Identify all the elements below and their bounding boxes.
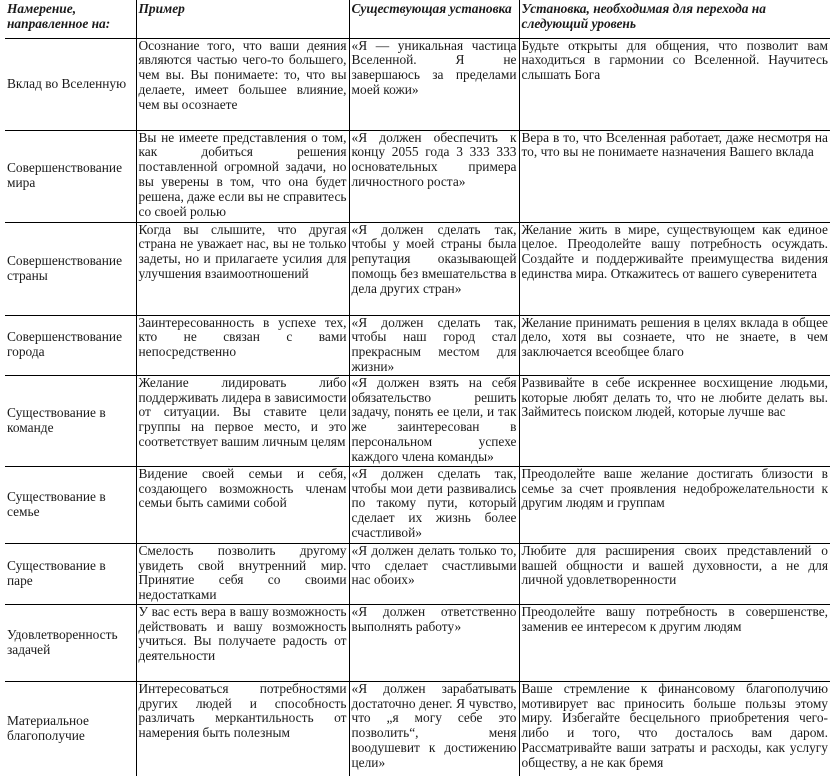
row-example: У вас есть вера в вашу возможность действовать и вашу возможность учиться. Вы получаете радость от деятельности <box>136 604 349 681</box>
row-needed: Будьте открыты для общения, что позволит вам находиться в гармонии со Вселенной. Научитесь слышать Бога <box>519 38 830 130</box>
row-needed: Желание принимать решения в целях вклада в общее дело, хотя вы сознаете, что не знаете, в чем заключается всеобщее благо <box>519 315 830 375</box>
table-row <box>5 222 830 315</box>
table-row <box>5 604 830 681</box>
intentions-table <box>5 0 830 776</box>
row-needed: Преодолейте ваше желание достигать близости в семье за счет проявления недоброжелательности к другим людям и группам <box>519 466 830 543</box>
row-needed: Ваше стремление к финансовому благополучию мотивирует вас приносить больше пользы этому миру. Избегайте бесцельного приобретения чего-либо и того, что досталось вам даром. Рассматривайте ваши затраты и расходы, как услугу обществу, а не как бремя <box>519 681 830 776</box>
row-intention: Удовлетворенность задачей <box>5 604 136 681</box>
table-row <box>5 543 830 604</box>
row-needed: Вера в то, что Вселенная работает, даже несмотря на то, что вы не понимаете назначения Вашего вклада <box>519 130 830 222</box>
row-intention: Материальное благополучие <box>5 681 136 776</box>
row-intention: Вклад во Вселенную <box>5 38 136 130</box>
row-existing: «Я должен сделать так, чтобы наш город стал прекрасным местом для жизни» <box>349 315 519 375</box>
row-needed: Любите для расширения своих представлений о вашей общности и вашей духовности, а не для личной удовлетворенности <box>519 543 830 604</box>
header-row <box>5 0 830 38</box>
row-existing: «Я должен взять на себя обязательство решить задачу, понять ее цели, и так же заинтересован в персональном успехе каждого члена команды» <box>349 375 519 466</box>
row-intention: Совершенствование страны <box>5 222 136 315</box>
table-row <box>5 681 830 776</box>
row-example: Заинтересованность в успехе тех, кто не связан с вами непосредственно <box>136 315 349 375</box>
row-existing: «Я должен сделать так, чтобы мои дети развивались по такому пути, который сделает их жизнь более счастливой» <box>349 466 519 543</box>
row-example: Когда вы слышите, что другая страна не уважает нас, вы не только задеты, но и прилагаете усилия для улучшения взаимоотношений <box>136 222 349 315</box>
row-intention: Совершенствование мира <box>5 130 136 222</box>
row-existing: «Я — уникальная частица Вселенной. Я не завершаюсь за пределами моей кожи» <box>349 38 519 130</box>
row-example: Видение своей семьи и себя, создающего возможность членам семьи быть самими собой <box>136 466 349 543</box>
table-row <box>5 315 830 375</box>
row-example: Вы не имеете представления о том, как добиться решения поставленной огромной задачи, но вы уверены в том, что она будет решена, даже если вы не справитесь со своей ролью <box>136 130 349 222</box>
row-example: Желание лидировать либо поддерживать лидера в зависимости от ситуации. Вы ставите цели группы на первое место, и это соответствует вашим личным целям <box>136 375 349 466</box>
row-needed: Развивайте в себе искреннее восхищение людьми, которые любят делать то, что не любите делать вы. Займитесь поиском людей, которые лучше вас <box>519 375 830 466</box>
table-row <box>5 375 830 466</box>
header-example: Пример <box>136 0 349 38</box>
row-intention: Существование в команде <box>5 375 136 466</box>
row-example: Интересоваться потребностями других людей и способность различать меркантильность от намерения быть полезным <box>136 681 349 776</box>
table-row <box>5 130 830 222</box>
row-existing: «Я должен обеспечить к концу 2055 года 3 333 333 основательных примера личностного роста» <box>349 130 519 222</box>
table-row <box>5 38 830 130</box>
row-existing: «Я должен делать только то, что сделает счастливыми нас обоих» <box>349 543 519 604</box>
row-needed: Желание жить в мире, существующем как единое целое. Преодолейте вашу потребность осуждать. Создайте и поддерживайте преимущества видения единства мира. Откажитесь от вашего суверенитета <box>519 222 830 315</box>
row-example: Смелость позволить другому увидеть свой внутренний мир. Принятие себя со своими недостатками <box>136 543 349 604</box>
row-existing: «Я должен зарабатывать достаточно денег. Я чувство, что „я могу себе это позволить“, меня воодушевит к достижению цели» <box>349 681 519 776</box>
header-needed: Установка, необходимая для перехода на следующий уровень <box>519 0 830 38</box>
row-intention: Совершенствование города <box>5 315 136 375</box>
row-intention: Существование в паре <box>5 543 136 604</box>
header-existing: Существующая установка <box>349 0 519 38</box>
header-intention: Намерение, направленное на: <box>7 1 111 31</box>
row-intention: Существование в семье <box>5 466 136 543</box>
row-existing: «Я должен сделать так, чтобы у моей страны была репутация оказывающей помощь без вмешательства в дела других стран» <box>349 222 519 315</box>
table-row <box>5 466 830 543</box>
row-needed: Преодолейте вашу потребность в совершенстве, заменив ее интересом к другим людям <box>519 604 830 681</box>
row-existing: «Я должен ответственно выполнять работу» <box>349 604 519 681</box>
row-example: Осознание того, что ваши деяния являются частью чего-то большего, чем вы. Вы понимаете: то, что вы делаете, имеет большее влияние, чем вы осознаете <box>136 38 349 130</box>
